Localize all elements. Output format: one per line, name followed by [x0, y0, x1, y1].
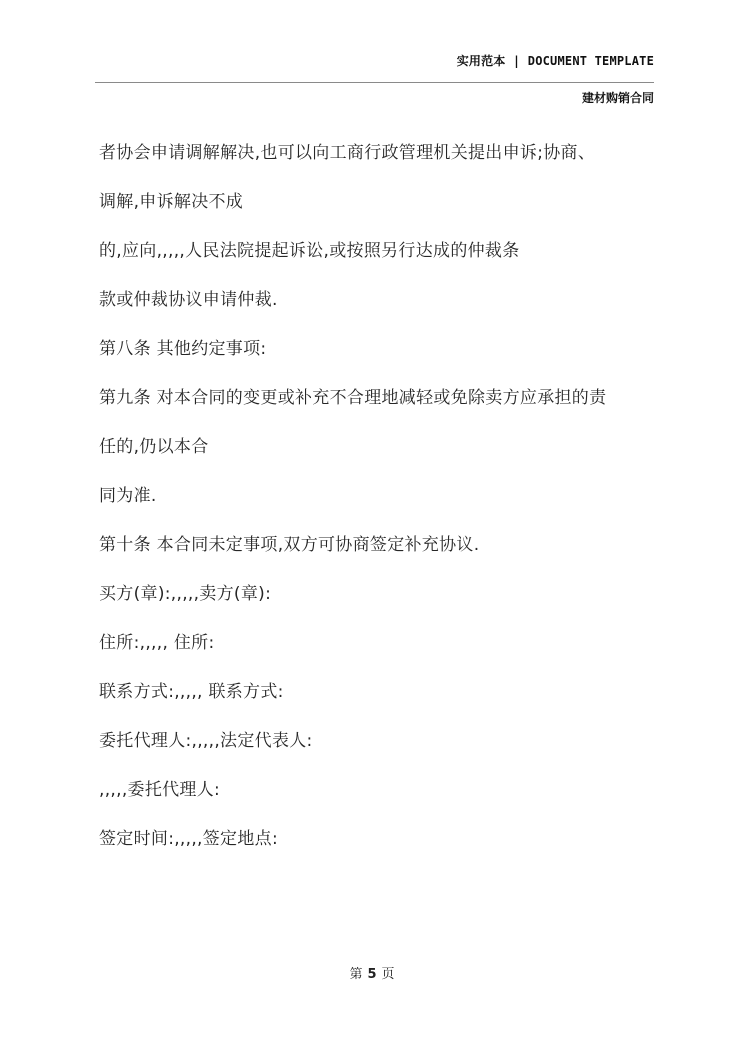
header-title: 实用范本 | DOCUMENT TEMPLATE [456, 54, 654, 68]
paragraph-line: 的,应向,,,,,人民法院提起诉讼,或按照另行达成的仲裁条 [99, 241, 520, 261]
header-divider [95, 82, 654, 83]
paragraph-line: 调解,申诉解决不成 [99, 192, 244, 212]
paragraph-line: ,,,,,委托代理人: [99, 780, 221, 800]
paragraph-line: 委托代理人:,,,,,法定代表人: [99, 731, 313, 751]
page-footer [0, 963, 744, 982]
paragraph-line: 任的,仍以本合 [99, 437, 209, 457]
paragraph-line: 第九条 对本合同的变更或补充不合理地减轻或免除卖方应承担的责 [99, 388, 607, 408]
page-number: 5 [367, 967, 377, 982]
paragraph-line: 第八条 其他约定事项: [99, 339, 267, 359]
paragraph-line: 住所:,,,,, 住所: [99, 633, 215, 653]
paragraph-line: 买方(章):,,,,,卖方(章): [99, 584, 272, 604]
paragraph-line: 款或仲裁协议申请仲裁. [99, 290, 278, 310]
document-body [99, 138, 664, 873]
paragraph-line: 联系方式:,,,,, 联系方式: [99, 682, 284, 702]
paragraph-line: 第十条 本合同未定事项,双方可协商签定补充协议. [99, 535, 480, 555]
page-prefix: 第 [349, 967, 363, 982]
document-title: 建材购销合同 [581, 91, 654, 105]
paragraph-line: 者协会申请调解解决,也可以向工商行政管理机关提出申诉;协商、 [99, 143, 596, 163]
page-header [95, 0, 654, 110]
paragraph-line: 同为准. [99, 486, 157, 506]
page-suffix: 页 [381, 967, 395, 982]
paragraph-line: 签定时间:,,,,,签定地点: [99, 829, 278, 849]
